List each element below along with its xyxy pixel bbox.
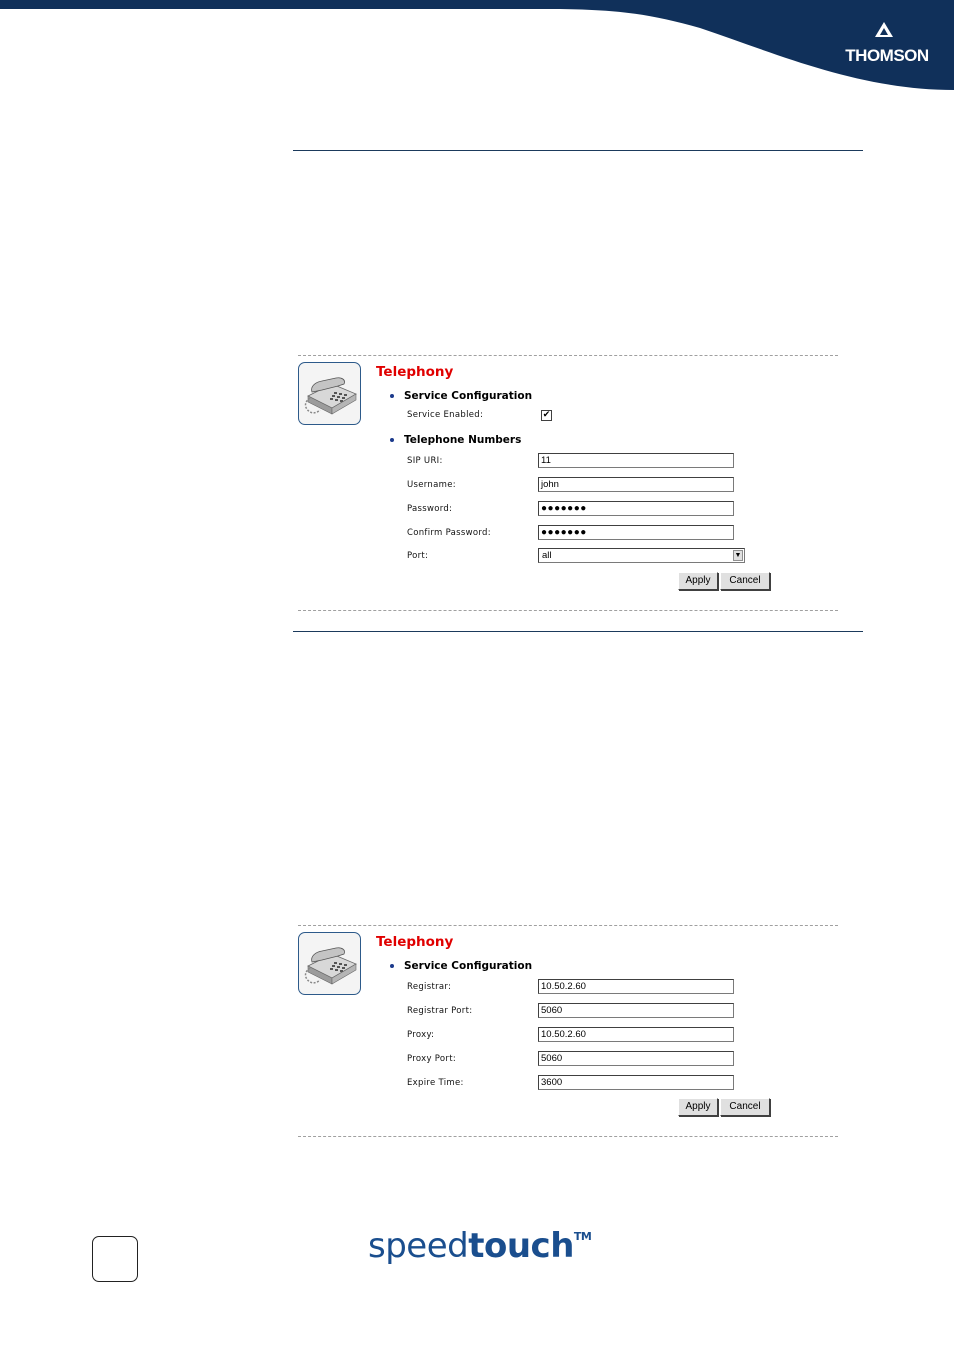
telephony-panel-1 xyxy=(298,356,838,610)
service-enabled-label: Service Enabled: xyxy=(407,410,484,420)
password-input[interactable]: ●●●●●●● xyxy=(538,501,734,516)
section-service-configuration: Service Configuration xyxy=(390,960,532,972)
registrar-label: Registrar: xyxy=(407,982,452,992)
chevron-down-icon[interactable]: ▼ xyxy=(734,552,742,559)
telephony-panel-2 xyxy=(298,926,838,1136)
expire-time-input[interactable]: 3600 xyxy=(538,1075,734,1090)
sip-uri-label: SIP URI: xyxy=(407,456,443,466)
confirm-password-label: Confirm Password: xyxy=(407,528,491,538)
top-divider xyxy=(293,150,863,151)
cancel-button[interactable]: Cancel xyxy=(720,572,770,590)
proxy-input[interactable]: 10.50.2.60 xyxy=(538,1027,734,1042)
expire-time-label: Expire Time: xyxy=(407,1078,464,1088)
panel-title: Telephony xyxy=(376,934,454,950)
brand-name: THOMSON xyxy=(845,46,929,65)
registrar-port-label: Registrar Port: xyxy=(407,1006,473,1016)
port-label: Port: xyxy=(407,551,429,561)
apply-button[interactable]: Apply xyxy=(678,572,718,590)
speedtouch-logo: speedtouch™ xyxy=(368,1226,592,1266)
bullet-icon xyxy=(390,438,394,442)
panel1-bottom-dashed xyxy=(298,610,838,611)
middle-divider xyxy=(293,631,863,632)
header-banner xyxy=(0,0,954,95)
proxy-port-input[interactable]: 5060 xyxy=(538,1051,734,1066)
apply-button[interactable]: Apply xyxy=(678,1098,718,1116)
cancel-button[interactable]: Cancel xyxy=(720,1098,770,1116)
bullet-icon xyxy=(390,964,394,968)
username-input[interactable]: john xyxy=(538,477,734,492)
section-service-configuration: Service Configuration xyxy=(390,390,532,402)
page-number-box xyxy=(92,1236,138,1282)
confirm-password-input[interactable]: ●●●●●●● xyxy=(538,525,734,540)
username-label: Username: xyxy=(407,480,456,490)
registrar-input[interactable]: 10.50.2.60 xyxy=(538,979,734,994)
registrar-port-input[interactable]: 5060 xyxy=(538,1003,734,1018)
bullet-icon xyxy=(390,394,394,398)
sip-uri-input[interactable]: 11 xyxy=(538,453,734,468)
panel-title: Telephony xyxy=(376,364,454,380)
telephone-icon xyxy=(298,362,361,425)
port-select[interactable] xyxy=(538,548,745,563)
password-label: Password: xyxy=(407,504,453,514)
service-enabled-checkbox[interactable]: ✔ xyxy=(542,410,551,420)
section-telephone-numbers: Telephone Numbers xyxy=(390,434,521,446)
proxy-label: Proxy: xyxy=(407,1030,435,1040)
proxy-port-label: Proxy Port: xyxy=(407,1054,456,1064)
telephone-icon xyxy=(298,932,361,995)
panel2-bottom-dashed xyxy=(298,1136,838,1137)
port-select-value: all xyxy=(542,550,552,561)
